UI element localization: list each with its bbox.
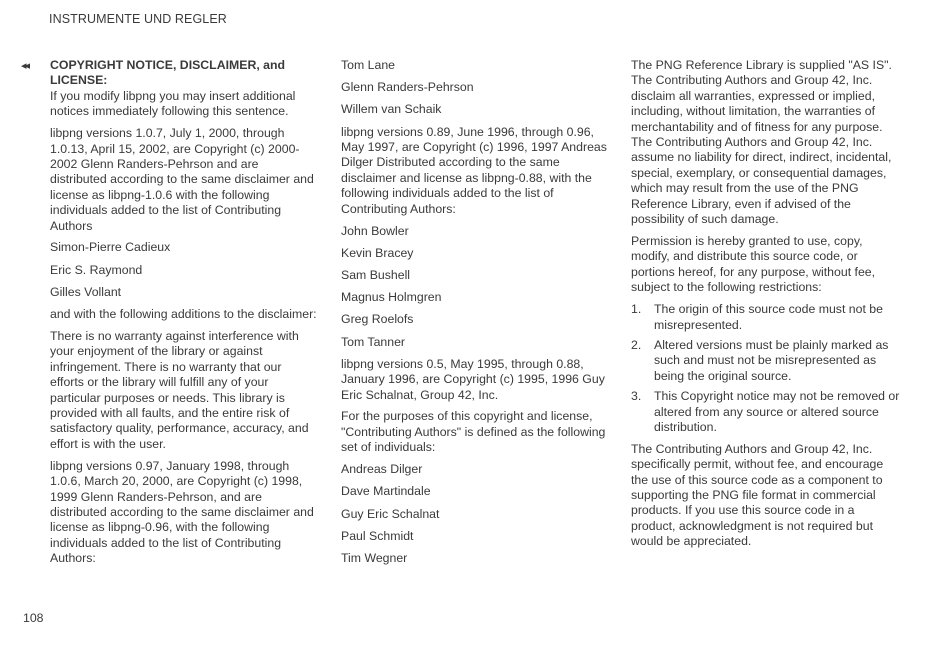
author-name: Magnus Holmgren (341, 290, 442, 305)
author-name: Kevin Bracey (341, 245, 414, 260)
section-header: INSTRUMENTE UND REGLER (49, 12, 227, 26)
list-item (631, 302, 901, 333)
list-text: The origin of this source code must not be misrepresented. (654, 302, 883, 332)
list-number: 3. (631, 389, 642, 404)
paragraph: libpng versions 1.0.7, July 1, 2000, through 1.0.13, April 15, 2002, are Copyright (c) 2000-2002 Glenn Randers-Pehrson and are distributed according to the same disclaimer and license as libpng-1.0.6 with the following individuals added to the list of Contributing Authors (50, 126, 314, 233)
list-number: 2. (631, 337, 642, 352)
copyright-heading: COPYRIGHT NOTICE, DISCLAIMER, and LICENSE: (50, 58, 286, 88)
paragraph: Permission is hereby granted to use, copy, modify, and distribute this source code, or portions hereof, for any purpose, without fee, subject to the following restrictions: (631, 233, 876, 295)
author-name: Gilles Vollant (50, 284, 122, 299)
list-text: This Copyright notice may not be removed or altered from any source or altered source distribution. (654, 389, 900, 434)
paragraph: and with the following additions to the disclaimer: (50, 307, 317, 322)
author-name: Glenn Randers-Pehrson (341, 80, 474, 95)
restrictions-list (631, 302, 901, 435)
column-1 (50, 58, 318, 573)
author-name: Willem van Schaik (341, 102, 442, 117)
author-name: Greg Roelofs (341, 312, 414, 327)
list-number: 1. (631, 302, 642, 317)
author-name: Dave Martindale (341, 484, 431, 499)
author-name: Eric S. Raymond (50, 262, 143, 277)
list-text: Altered versions must be plainly marked as such and must not be misrepresented as being the original source. (654, 337, 889, 383)
back-nav-icon[interactable]: ◂◂ (21, 60, 29, 72)
paragraph: The Contributing Authors and Group 42, Inc. specifically permit, without fee, and encourage the use of this source code as a component to supporting the PNG file format in commercial products. If you use this source code in a product, acknowledgment is not required but would be appreciated. (631, 441, 884, 549)
paragraph: libpng versions 0.97, January 1998, through 1.0.6, March 20, 2000, are Copyright (c) 1998, 1999 Glenn Randers-Pehrson, and are distributed according to the same disclaimer and license as libpng-0.96, with the following individuals added to the list of Contributing Authors: (50, 458, 314, 566)
author-name: Paul Schmidt (341, 528, 414, 543)
column-2 (341, 58, 609, 573)
list-item (631, 338, 901, 384)
author-name: Simon-Pierre Cadieux (50, 240, 171, 255)
author-name: John Bowler (341, 223, 409, 238)
paragraph: libpng versions 0.89, June 1996, through 0.96, May 1997, are Copyright (c) 1996, 1997 Andreas Dilger Distributed according to the same disclaimer and license as libpng-0.88, with the following individuals added to the list of Contributing Authors: (341, 124, 607, 216)
list-item (631, 389, 901, 435)
author-name: Sam Bushell (341, 267, 411, 282)
author-name: Tom Lane (341, 58, 396, 72)
author-name: Tom Tanner (341, 334, 406, 349)
paragraph: libpng versions 0.5, May 1995, through 0.88, January 1996, are Copyright (c) 1995, 1996 Guy Eric Schalnat, Group 42, Inc. (341, 356, 605, 402)
paragraph: If you modify libpng you may insert additional notices immediately following this sentence. (50, 88, 296, 119)
page-number: 108 (23, 611, 44, 625)
paragraph: The PNG Reference Library is supplied "AS IS". The Contributing Authors and Group 42, Inc. disclaim all warranties, expressed or implied, including, without limitation, the warranties of merchantability and of fitness for any purpose. The Contributing Authors and Group 42, Inc. assume no liability for direct, indirect, incidental, special, exemplary, or consequential damages, which may result from the use of the PNG Reference Library, even if advised of the possibility of such damage. (631, 58, 892, 227)
paragraph: There is no warranty against interference with your enjoyment of the library or against infringement. There is no warranty that our efforts or the library will fulfill any of your particular purposes or needs. This library is provided with all faults, and the entire risk of satisfactory quality, performance, accuracy, and effort is with the user. (50, 328, 309, 451)
author-name: Guy Eric Schalnat (341, 506, 440, 521)
author-name: Tim Wegner (341, 551, 408, 566)
paragraph: For the purposes of this copyright and license, "Contributing Authors" is defined as the following set of individuals: (341, 409, 606, 455)
author-name: Andreas Dilger (341, 462, 423, 477)
column-3 (631, 58, 901, 556)
